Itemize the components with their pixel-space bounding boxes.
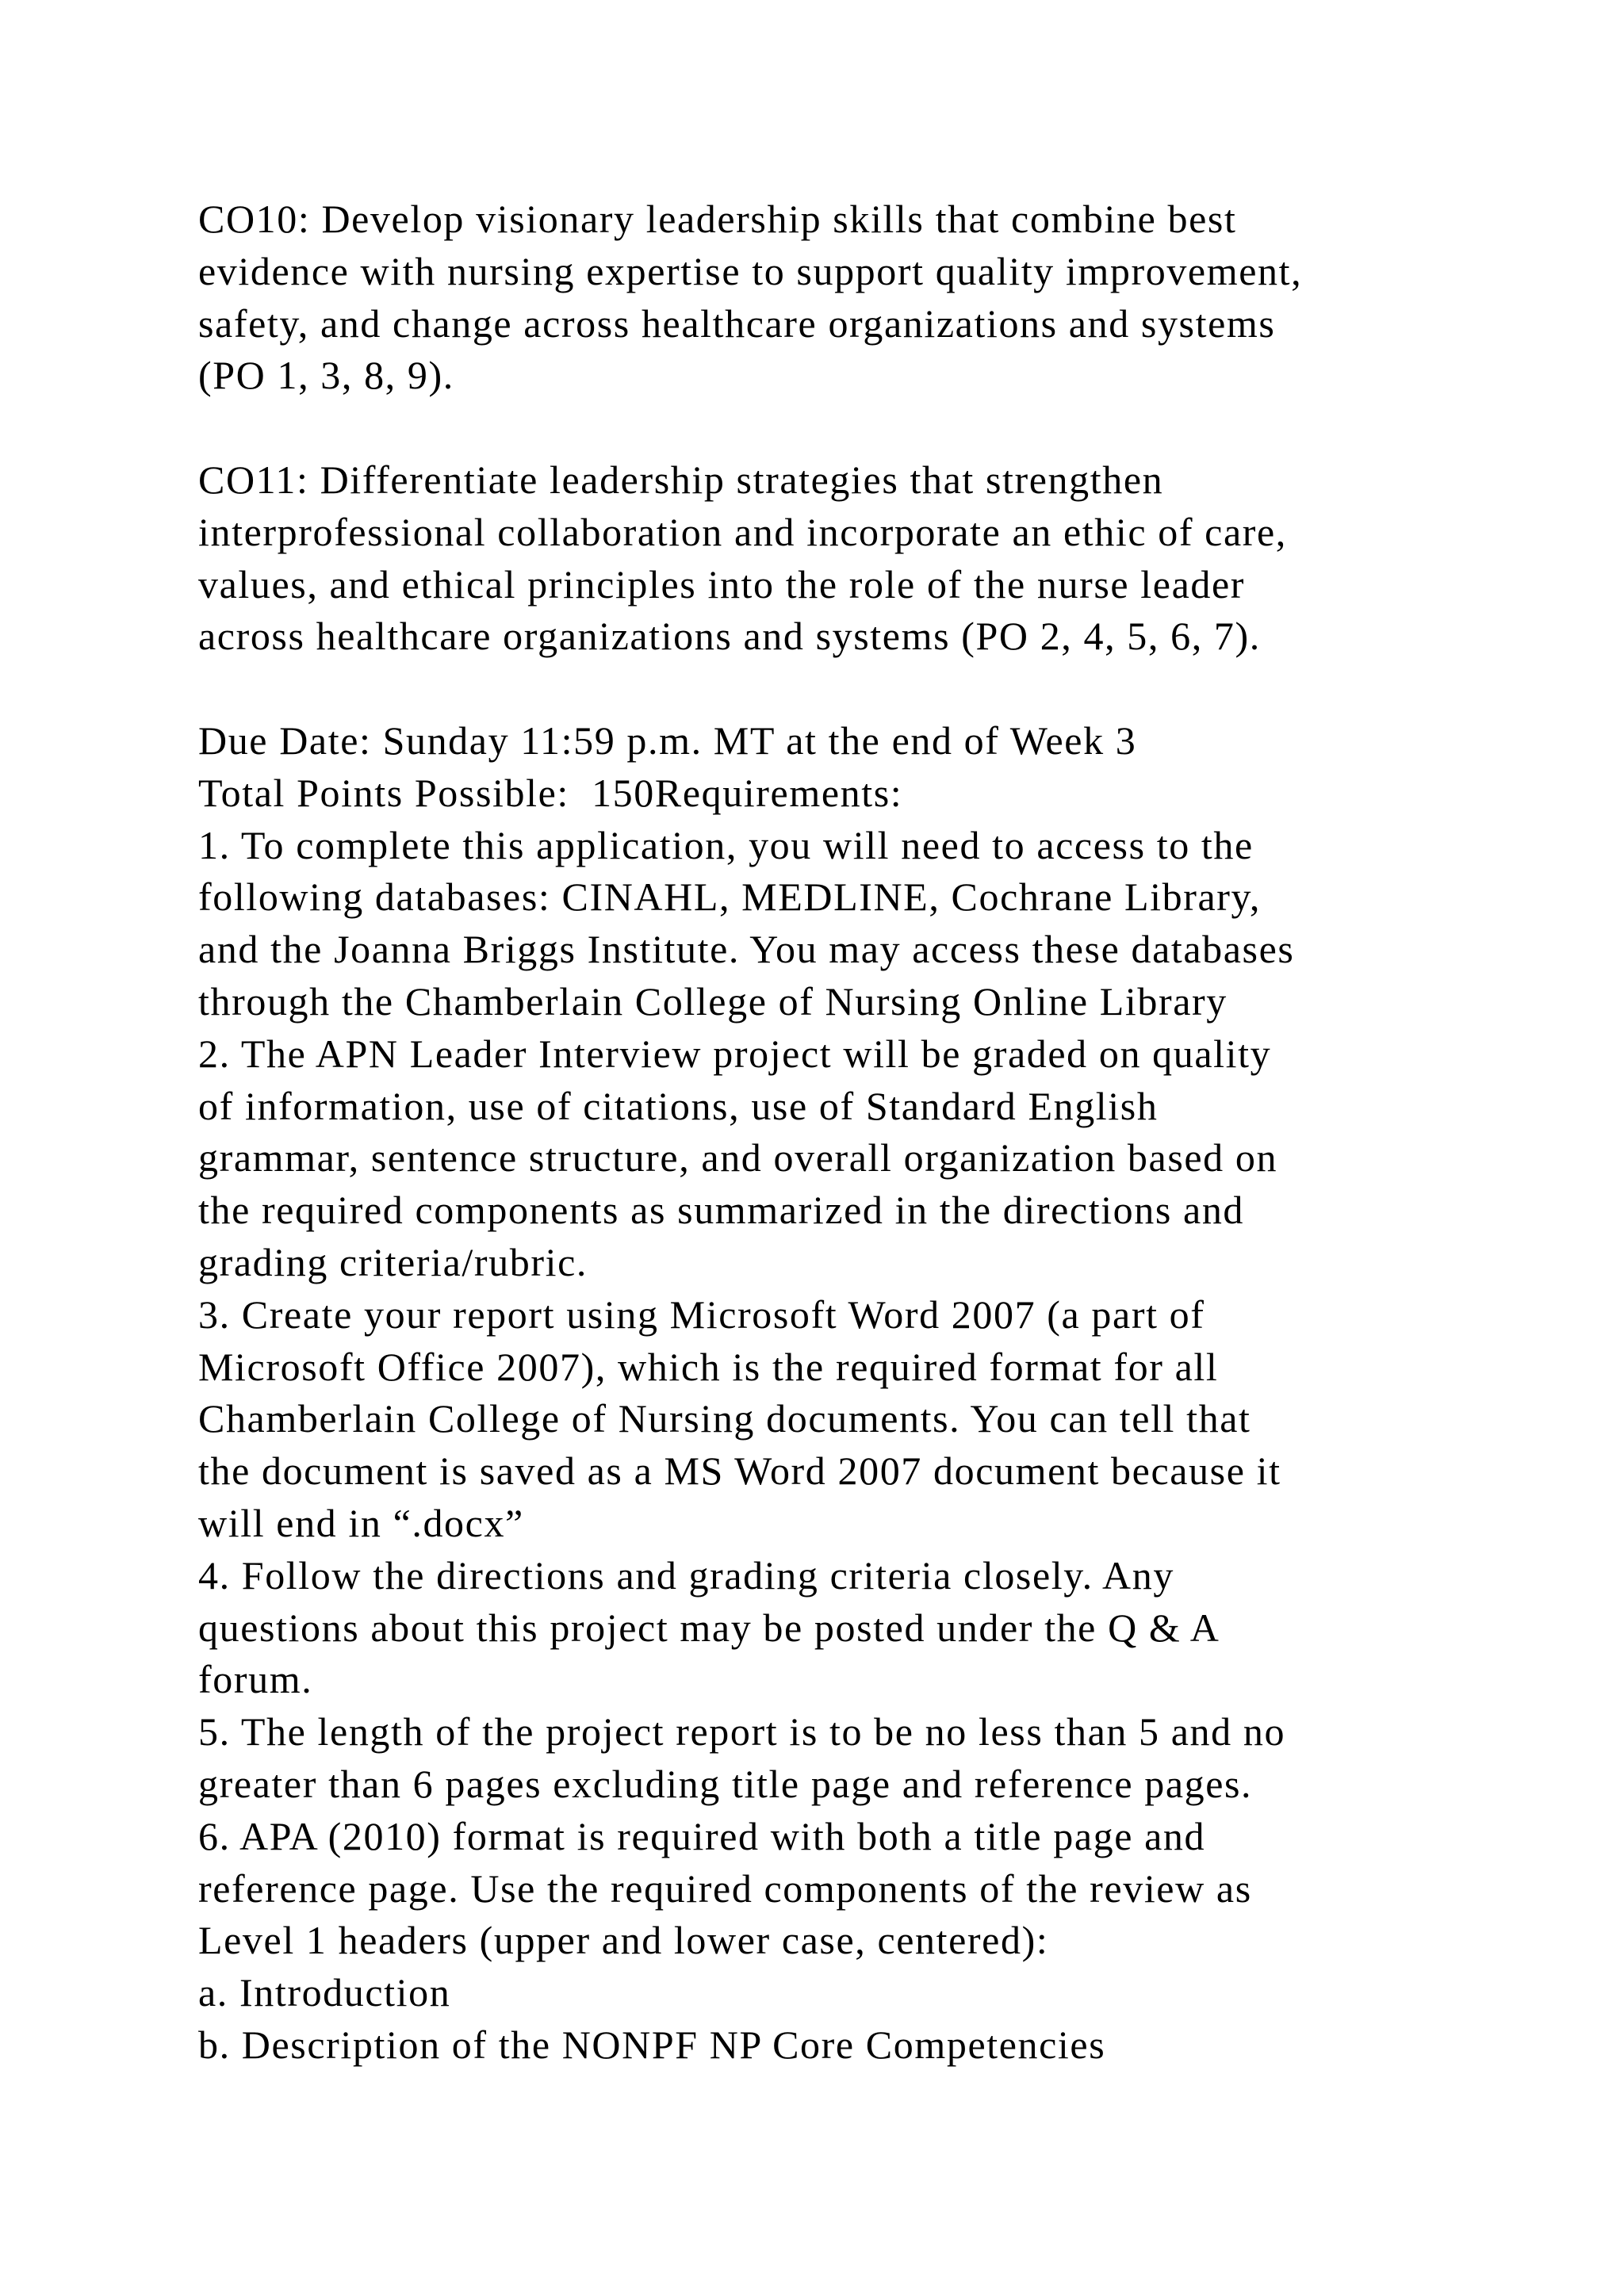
list-item: b. Description of the NONPF NP Core Competencies	[198, 2022, 1106, 2067]
text-line: the required components as summarized in the directions and	[198, 1188, 1245, 1233]
requirement-4	[198, 1550, 1515, 1706]
course-outcome-co11	[198, 454, 1515, 663]
text-line: 3. Create your report using Microsoft Word 2007 (a part of	[198, 1292, 1205, 1337]
text-line: interprofessional collaboration and incorporate an ethic of care,	[198, 509, 1287, 554]
text-line: Microsoft Office 2007), which is the required format for all	[198, 1344, 1219, 1389]
assignment-info	[198, 715, 1515, 820]
text-line: values, and ethical principles into the role of the nurse leader	[198, 561, 1246, 607]
text-line: 6. APA (2010) format is required with both a title page and	[198, 1813, 1206, 1858]
text-line: evidence with nursing expertise to support quality improvement,	[198, 248, 1303, 293]
paragraph-gap	[198, 663, 1515, 715]
requirement-5	[198, 1706, 1515, 1811]
text-line: of information, use of citations, use of Standard English	[198, 1083, 1159, 1128]
text-line: safety, and change across healthcare organizations and systems	[198, 300, 1276, 346]
text-line: through the Chamberlain College of Nursing Online Library	[198, 978, 1228, 1024]
requirement-6	[198, 1811, 1515, 1967]
text-line: 1. To complete this application, you will need to access to the	[198, 822, 1254, 867]
requirement-1	[198, 820, 1515, 1028]
requirement-3	[198, 1289, 1515, 1550]
document-body	[198, 193, 1515, 2072]
text-line: and the Joanna Briggs Institute. You may access these databases	[198, 927, 1295, 972]
list-item: a. Introduction	[198, 1970, 451, 2015]
text-line: across healthcare organizations and systems (PO 2, 4, 5, 6, 7).	[198, 614, 1261, 659]
text-line: reference page. Use the required components of the review as	[198, 1866, 1252, 1911]
text-line: 2. The APN Leader Interview project will be graded on quality	[198, 1031, 1272, 1076]
text-line: (PO 1, 3, 8, 9).	[198, 353, 454, 398]
requirement-2	[198, 1028, 1515, 1289]
total-points: Total Points Possible: 150Requirements:	[198, 770, 903, 815]
text-line: Level 1 headers (upper and lower case, centered):	[198, 1918, 1049, 1963]
text-line: CO10: Develop visionary leadership skills that combine best	[198, 197, 1237, 241]
header-list	[198, 1967, 1515, 2072]
text-line: forum.	[198, 1657, 313, 1702]
course-outcome-co10	[198, 193, 1515, 402]
text-line: following databases: CINAHL, MEDLINE, Cochrane Library,	[198, 874, 1261, 920]
text-line: questions about this project may be posted under the Q & A	[198, 1605, 1220, 1650]
text-line: Chamberlain College of Nursing documents. You can tell that	[198, 1396, 1251, 1441]
due-date: Due Date: Sunday 11:59 p.m. MT at the end of Week 3	[198, 718, 1137, 763]
text-line: 5. The length of the project report is to be no less than 5 and no	[198, 1709, 1286, 1755]
text-line: 4. Follow the directions and grading criteria closely. Any	[198, 1552, 1174, 1598]
text-line: greater than 6 pages excluding title page and reference pages.	[198, 1761, 1253, 1806]
text-line: CO11: Differentiate leadership strategies that strengthen	[198, 457, 1164, 502]
text-line: the document is saved as a MS Word 2007 document because it	[198, 1448, 1281, 1494]
paragraph-gap	[198, 402, 1515, 454]
text-line: grammar, sentence structure, and overall organization based on	[198, 1135, 1278, 1181]
text-line: grading criteria/rubric.	[198, 1239, 588, 1284]
text-line: will end in “.docx”	[198, 1500, 524, 1545]
